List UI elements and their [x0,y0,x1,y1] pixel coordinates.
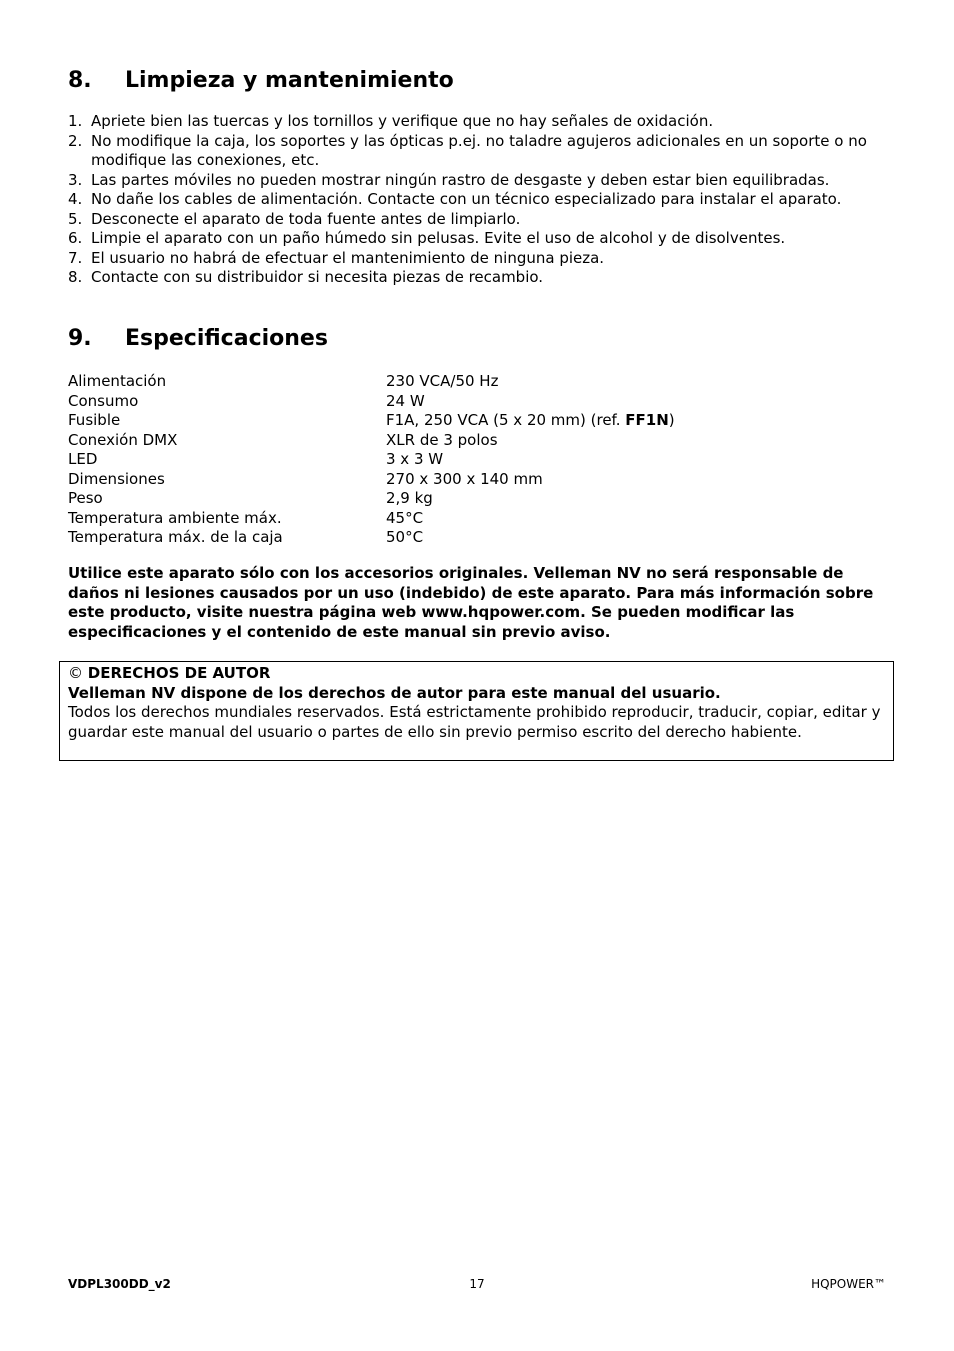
list-item-number: 4. [68,190,83,208]
list-item [68,249,888,269]
spec-value: 3 x 3 W [386,450,444,468]
list-item [68,229,888,249]
spec-value: XLR de 3 polos [386,430,498,449]
list-item-number: 3. [68,170,83,189]
list-item [68,268,888,288]
spec-label: Dimensiones [68,469,165,488]
spec-label: Conexión DMX [68,430,178,449]
section-number: 8. [68,68,92,93]
section-title: Limpieza y mantenimiento [125,68,454,93]
spec-label: Peso [68,489,103,507]
specifications-table [68,372,675,548]
list-item [68,190,888,210]
table-row [68,528,675,548]
footer-page-number: 17 [469,1277,485,1291]
list-item-number: 1. [68,112,83,130]
spec-value: 270 x 300 x 140 mm [386,469,543,488]
table-row [68,372,675,392]
list-item-text: No modifique la caja, los soportes y las ópticas p.ej. no taladre agujeros adicionales en un soporte o no modifique las conexiones, etc. [91,131,867,169]
table-row [68,411,675,431]
usage-notice: Utilice este aparato sólo con los accesorios originales. Velleman NV no será responsable de daños ni lesiones causados por un uso (indebido) de este aparato. Para más información sobre este producto, visite nuestra página web www.hqpower.com. Se pueden modificar las especificaciones y el contenido de este manual sin previo aviso. [68,564,874,641]
spec-value-suffix: ) [668,411,675,429]
table-row [68,470,675,490]
table-row [68,431,675,451]
spec-value [386,411,675,431]
list-item-text: No dañe los cables de alimentación. Contacte con un técnico especializado para instalar el aparato. [91,190,842,208]
list-item [68,112,888,132]
list-item-text: Limpie el aparato con un paño húmedo sin pelusas. Evite el uso de alcohol y de disolventes. [91,229,786,247]
list-item-text: Las partes móviles no pueden mostrar ningún rastro de desgaste y deben estar bien equilibradas. [91,170,830,189]
copyright-title: DERECHOS DE AUTOR [87,664,271,682]
copyright-symbol: © [68,664,83,682]
spec-label: Consumo [68,391,139,410]
section-heading-specifications [68,326,328,352]
list-item-number: 5. [68,209,83,228]
list-item-text: Contacte con su distribuidor si necesita piezas de recambio. [91,268,544,286]
list-item-text: El usuario no habrá de efectuar el mantenimiento de ninguna pieza. [91,248,605,267]
list-item-number: 7. [68,248,83,267]
table-row [68,509,675,529]
section-title: Especificaciones [125,326,328,351]
spec-value: 2,9 kg [386,489,433,507]
spec-label: Fusible [68,411,121,429]
spec-value-prefix: F1A, 250 VCA (5 x 20 mm) (ref. [386,411,626,429]
list-item-number: 8. [68,268,83,286]
list-item [68,171,888,191]
copyright-heading [68,664,885,684]
table-row [68,392,675,412]
list-item [68,132,888,171]
list-item-text: Apriete bien las tuercas y los tornillos y verifique que no hay señales de oxidación. [91,112,714,130]
copyright-body: Todos los derechos mundiales reservados. Está estrictamente prohibido reproducir, traducir, copiar, editar y guardar este manual del usuario o partes de ello sin previo permiso escrito del derecho habiente. [68,703,881,741]
section-number: 9. [68,326,92,351]
table-row [68,489,675,509]
list-item-text: Desconecte el aparato de toda fuente antes de limpiarlo. [91,209,521,228]
spec-value: 45°C [386,508,424,527]
list-item-number: 2. [68,131,83,150]
copyright-box [59,661,894,761]
fuse-reference: FF1N [625,411,669,429]
list-item [68,210,888,230]
copyright-statement: Velleman NV dispone de los derechos de autor para este manual del usuario. [68,683,721,702]
footer-model: VDPL300DD_v2 [68,1277,171,1291]
spec-value: 230 VCA/50 Hz [386,372,499,390]
list-item-number: 6. [68,229,83,247]
table-row [68,450,675,470]
spec-label: LED [68,450,98,468]
spec-value: 50°C [386,528,424,546]
maintenance-list [68,112,888,288]
spec-value: 24 W [386,391,425,410]
spec-label: Temperatura ambiente máx. [68,508,282,527]
spec-label: Alimentación [68,372,167,390]
spec-label: Temperatura máx. de la caja [68,528,283,546]
footer-brand: HQPOWER™ [811,1277,886,1291]
section-heading-cleaning [68,68,454,94]
